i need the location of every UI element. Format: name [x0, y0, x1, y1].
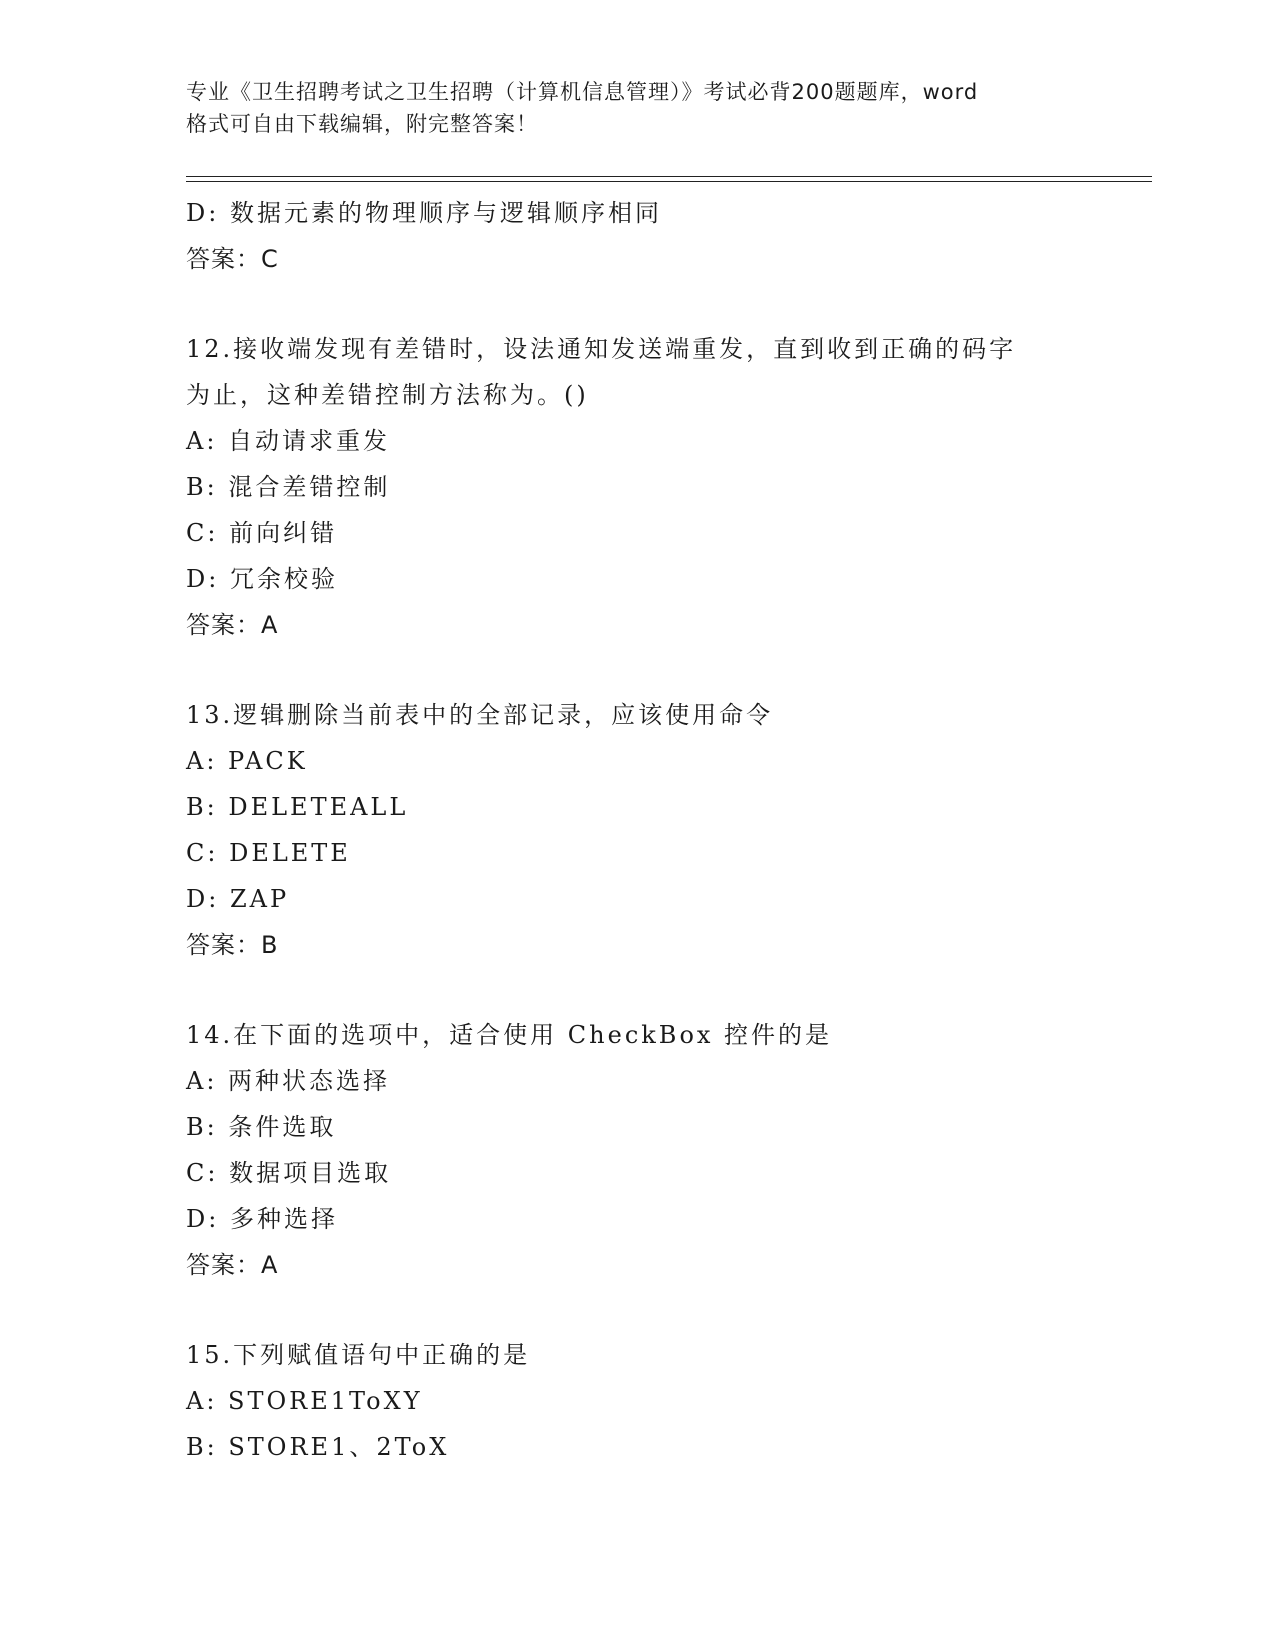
question-stem-line-1: 15.下列赋值语句中正确的是 — [186, 1341, 531, 1369]
option-d: D: 数据元素的物理顺序与逻辑顺序相同 — [186, 199, 662, 227]
answer-line: 答案：C — [186, 245, 279, 273]
question-stem-line-1: 13.逻辑删除当前表中的全部记录，应该使用命令 — [186, 701, 774, 729]
header-divider-bottom — [186, 181, 1152, 182]
document-header — [186, 76, 1086, 140]
option-d: D: ZAP — [186, 885, 290, 913]
option-a: A: 两种状态选择 — [186, 1067, 391, 1095]
option-a: A: 自动请求重发 — [186, 427, 391, 455]
option-d: D: 冗余校验 — [186, 565, 338, 593]
answer-line: 答案：A — [186, 611, 279, 639]
option-c: C: 数据项目选取 — [186, 1159, 392, 1187]
question-15 — [186, 1332, 1086, 1470]
answer-line: 答案：B — [186, 931, 279, 959]
option-c: C: DELETE — [186, 839, 351, 867]
option-b: B: 条件选取 — [186, 1113, 337, 1141]
option-a: A: STORE1ToXY — [186, 1387, 423, 1415]
option-b: B: DELETEALL — [186, 793, 409, 821]
header-line-1: 专业《卫生招聘考试之卫生招聘（计算机信息管理）》考试必背200题题库，word — [186, 80, 979, 104]
option-b: B: STORE1、2ToX — [186, 1433, 450, 1461]
answer-line: 答案：A — [186, 1251, 279, 1279]
option-b: B: 混合差错控制 — [186, 473, 391, 501]
question-stem-line-1: 12.接收端发现有差错时，设法通知发送端重发，直到收到正确的码字 — [186, 335, 1017, 363]
question-13 — [186, 692, 1086, 968]
question-14 — [186, 1012, 1086, 1288]
option-c: C: 前向纠错 — [186, 519, 338, 547]
previous-question-tail — [186, 190, 1086, 282]
option-a: A: PACK — [186, 747, 308, 775]
question-stem-line-2: 为止，这种差错控制方法称为。() — [186, 381, 589, 409]
option-d: D: 多种选择 — [186, 1205, 338, 1233]
question-stem-line-1: 14.在下面的选项中，适合使用 CheckBox 控件的是 — [186, 1021, 833, 1049]
question-list — [186, 190, 1086, 1470]
header-line-2: 格式可自由下载编辑，附完整答案！ — [186, 112, 538, 136]
header-divider-top — [186, 176, 1152, 177]
question-12 — [186, 326, 1086, 648]
